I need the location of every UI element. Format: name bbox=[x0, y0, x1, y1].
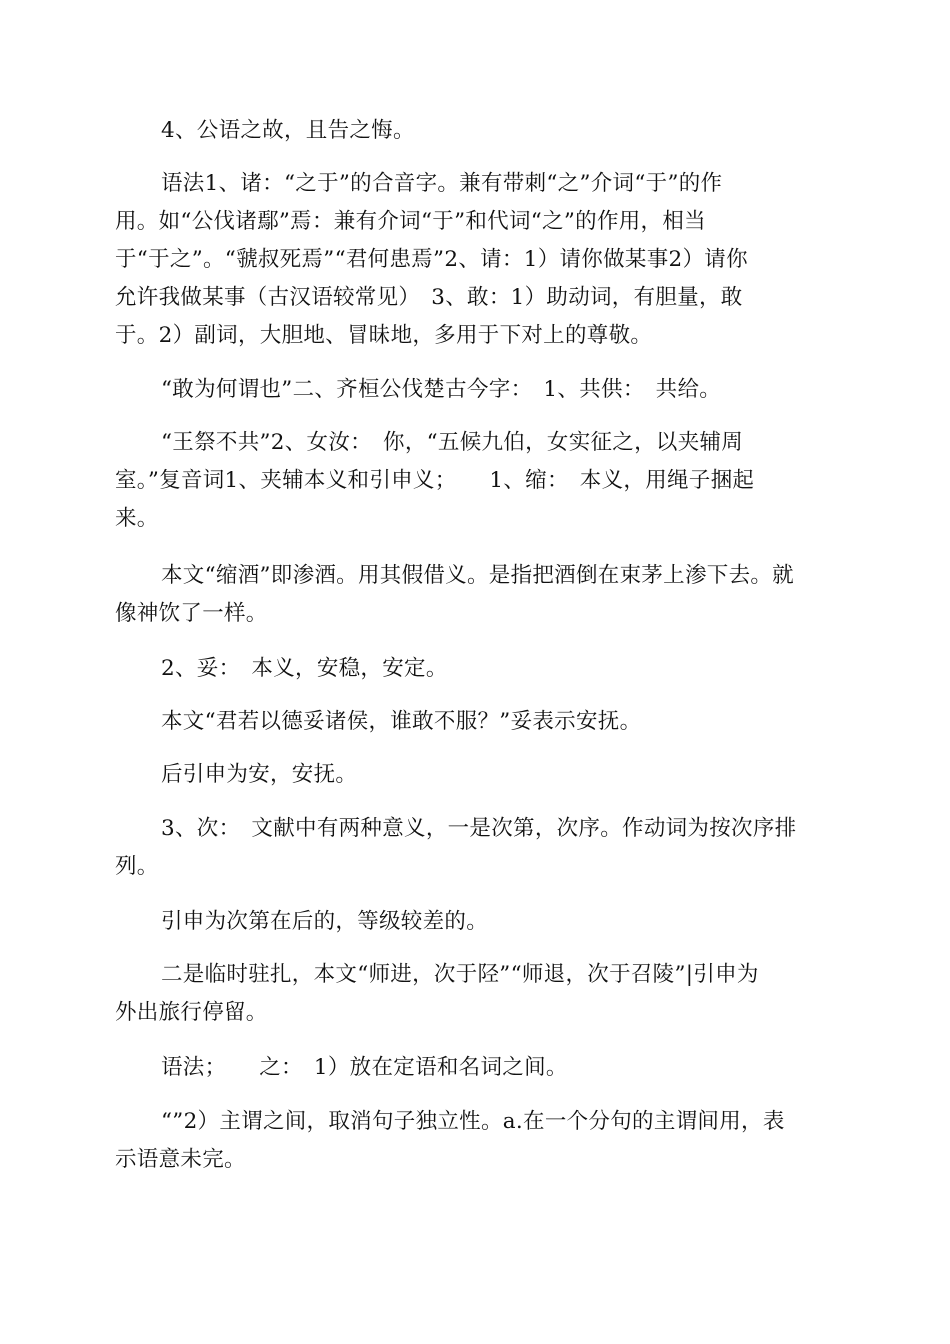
paragraph-2 bbox=[115, 165, 830, 355]
text-line: 二是临时驻扎，本文“师进，次于陉”“师退，次于召陵”|引申为 bbox=[161, 962, 759, 987]
text-line: 允许我做某事（古汉语较常见） 3、敢：1）助动词，有胆量，敢 bbox=[115, 285, 743, 310]
text-line: 后引申为安，安抚。 bbox=[161, 762, 358, 787]
text-line: 室。”复音词1、夹辅本义和引申义； 1、缩： 本义，用绳子捆起 bbox=[115, 468, 755, 493]
text-line: 语法； 之： 1）放在定语和名词之间。 bbox=[161, 1055, 568, 1080]
paragraph-11 bbox=[115, 956, 830, 1032]
text-line: 于。2）副词，大胆地、冒昧地，多用于下对上的尊敬。 bbox=[115, 323, 653, 348]
paragraph-3 bbox=[115, 371, 830, 409]
paragraph-7 bbox=[115, 703, 830, 741]
paragraph-4 bbox=[115, 424, 830, 538]
text-line: 来。 bbox=[115, 506, 159, 531]
paragraph-13 bbox=[115, 1103, 830, 1179]
text-line: “敢为何谓也”二、齐桓公伐楚古今字： 1、共供： 共给。 bbox=[161, 377, 722, 402]
text-line: 本文“君若以德妥诸侯，谁敢不服？”妥表示安抚。 bbox=[161, 709, 642, 734]
paragraph-10 bbox=[115, 903, 830, 941]
text-line: 本文“缩酒”即渗酒。用其假借义。是指把酒倒在束茅上渗下去。就 bbox=[161, 563, 794, 588]
paragraph-5 bbox=[115, 557, 830, 633]
text-line: 3、次： 文献中有两种意义，一是次第，次序。作动词为按次序排 bbox=[161, 816, 797, 841]
text-line: 用。如“公伐诸鄢”焉：兼有介词“于”和代词“之”的作用，相当 bbox=[115, 209, 706, 234]
text-line: 外出旅行停留。 bbox=[115, 1000, 268, 1025]
text-line: 语法1、诸：“之于”的合音字。兼有带刺“之”介词“于”的作 bbox=[161, 171, 723, 196]
text-line: 引申为次第在后的，等级较差的。 bbox=[161, 909, 489, 934]
text-line: 4、公语之故，且告之悔。 bbox=[161, 118, 415, 143]
paragraph-6 bbox=[115, 650, 830, 688]
text-line: “王祭不共”2、女汝： 你，“五候九伯，女实征之，以夹辅周 bbox=[161, 430, 744, 455]
paragraph-9 bbox=[115, 810, 830, 886]
text-line: 于“于之”。“虢叔死焉”“君何患焉”2、请：1）请你做某事2）请你 bbox=[115, 247, 748, 272]
text-line: 示语意未完。 bbox=[115, 1147, 246, 1172]
paragraph-12 bbox=[115, 1049, 830, 1087]
text-line: 列。 bbox=[115, 854, 159, 879]
paragraph-1 bbox=[115, 112, 830, 150]
text-line: “”2）主谓之间，取消句子独立性。a.在一个分句的主谓间用，表 bbox=[161, 1109, 785, 1134]
paragraph-8 bbox=[115, 756, 830, 794]
text-line: 2、妥： 本义，安稳，安定。 bbox=[161, 656, 448, 681]
text-line: 像神饮了一样。 bbox=[115, 601, 268, 626]
